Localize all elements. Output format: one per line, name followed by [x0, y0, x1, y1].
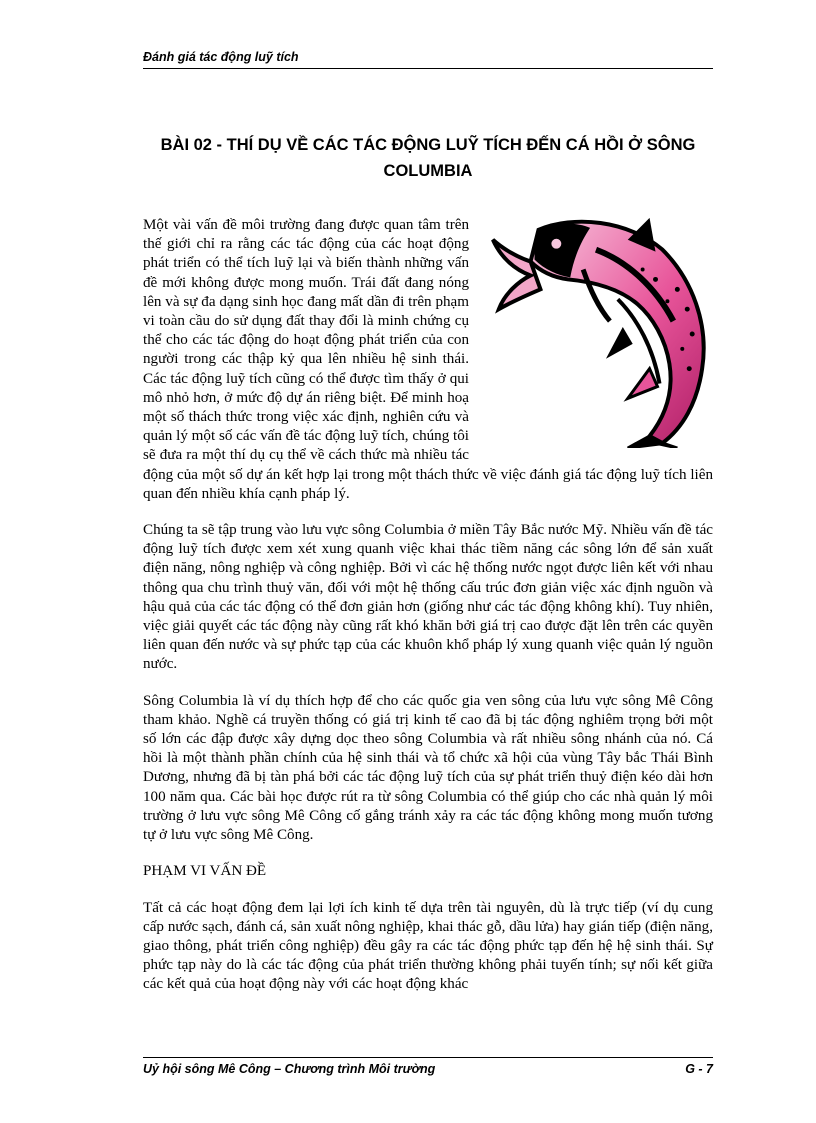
paragraph-4: Tất cả các hoạt động đem lại lợi ích kinh tế dựa trên tài nguyên, dù là trực tiếp (ví dụ cung cấp nước sạch, đánh cá, sản xuất nông nghiệp, khai thác gỗ, dầu lửa) hay gián tiếp (điện năng, giao thông, phát triển công nghiệp) đều gây ra các tác động phức tạp đến hệ hệ sinh thái. Sự phức tạp này do là các tác động của phát triển thường không phải tuyến tính; sự nối kết giữa các kết quả của hoạt động này với các hoạt động khác	[143, 899, 713, 993]
running-footer	[143, 1057, 713, 1076]
body-text	[143, 216, 713, 1012]
paragraph-3: Sông Columbia là ví dụ thích hợp để cho các quốc gia ven sông của lưu vực sông Mê Công tham khảo. Nghề cá truyền thống có giá trị kinh tế cao đã bị tác động nghiêm trọng bởi một số lớn các đập được xây dựng dọc theo sông Columbia và rất nhiều sông nhánh của nó. Cá hồi là một thành phần chính của hệ sinh thái và tổ chức xã hội của vùng Tây bắc Thái Bình Dương, nhưng đã bị tàn phá bởi các tác động luỹ tích của sự phát triển thuỷ điện kéo dài hơn 100 năm qua. Các bài học được rút ra từ sông Columbia có thể giúp cho các nhà quản lý môi trường ở lưu vực sông Mê Công cố gắng tránh xảy ra các tác động không mong muốn tương tự ở lưu vực sông Mê Công.	[143, 692, 713, 844]
paragraph-1: Một vài vấn đề môi trường đang được quan tâm trên thế giới chỉ ra rằng các tác động của các hoạt động phát triển có thể tích luỹ lại và biến thành những vấn đề mới không được mong muốn. Trái đất đang nóng lên và sự đa dạng sinh học đang mất dần đi trên phạm vi toàn cầu do sử dụng đất thay đổi là minh chứng cụ thể cho các tác động do hoạt động phát triển của con người trong các thập kỷ qua lên nhiều hệ sinh thái. Các tác động luỹ tích cũng có thể được tìm thấy ở qui mô nhỏ hơn, ở mức độ dự án riêng biệt. Để minh hoạ một số thách thức trong việc xác định, nghiên cứu và quản lý một số các vấn đề tác động luỹ tích, chúng tôi sẽ đưa ra một thí dụ cụ thể về cách thức mà nhiều tác động của một số dự án kết hợp lại trong một thách thức về việc đánh giá tác động luỹ tích liên quan đến nhiều khía cạnh pháp lý.	[143, 217, 713, 502]
running-header: Đánh giá tác động luỹ tích	[143, 50, 713, 69]
salmon-fin-belly	[606, 327, 633, 359]
salmon-fin-rear	[628, 369, 658, 399]
section-heading: PHẠM VI VẤN ĐỀ	[143, 863, 267, 880]
title-line-1: BÀI 02 - THÍ DỤ VỀ CÁC TÁC ĐỘNG LUỸ TÍCH ĐẾN CÁ HỒI Ở SÔNG	[160, 136, 696, 154]
title-line-2: COLUMBIA	[383, 162, 473, 180]
footer-publisher: Uỷ hội sông Mê Công – Chương trình Môi trường	[143, 1062, 436, 1076]
salmon-eye	[551, 239, 561, 249]
paragraph-2: Chúng ta sẽ tập trung vào lưu vực sông Columbia ở miền Tây Bắc nước Mỹ. Nhiều vấn đề tác động luỹ tích được xem xét xung quanh việc khai thác tiềm năng các sông lớn để sản xuất điện năng, nông nghiệp và công nghiệp. Bởi vì các hệ thống nước ngọt được liên kết với nhau thông qua chu trình thuỷ văn, đối với một hệ thống cấu trúc đơn giản việc xác định nguồn và hậu quả của các tác động có thể đơn giản hơn (giống như các tác động không khí). Tuy nhiên, việc giải quyết các tác động này cũng rất khó khăn bởi giá trị cao được đặt lên trên các quyền liên quan đến nước và sự phức tạp của các khuôn khổ pháp lý xung quanh việc quản lý nguồn nước.	[143, 522, 713, 673]
salmon-illustration	[477, 210, 719, 448]
page-title	[130, 132, 726, 184]
page-number: G - 7	[685, 1062, 713, 1076]
